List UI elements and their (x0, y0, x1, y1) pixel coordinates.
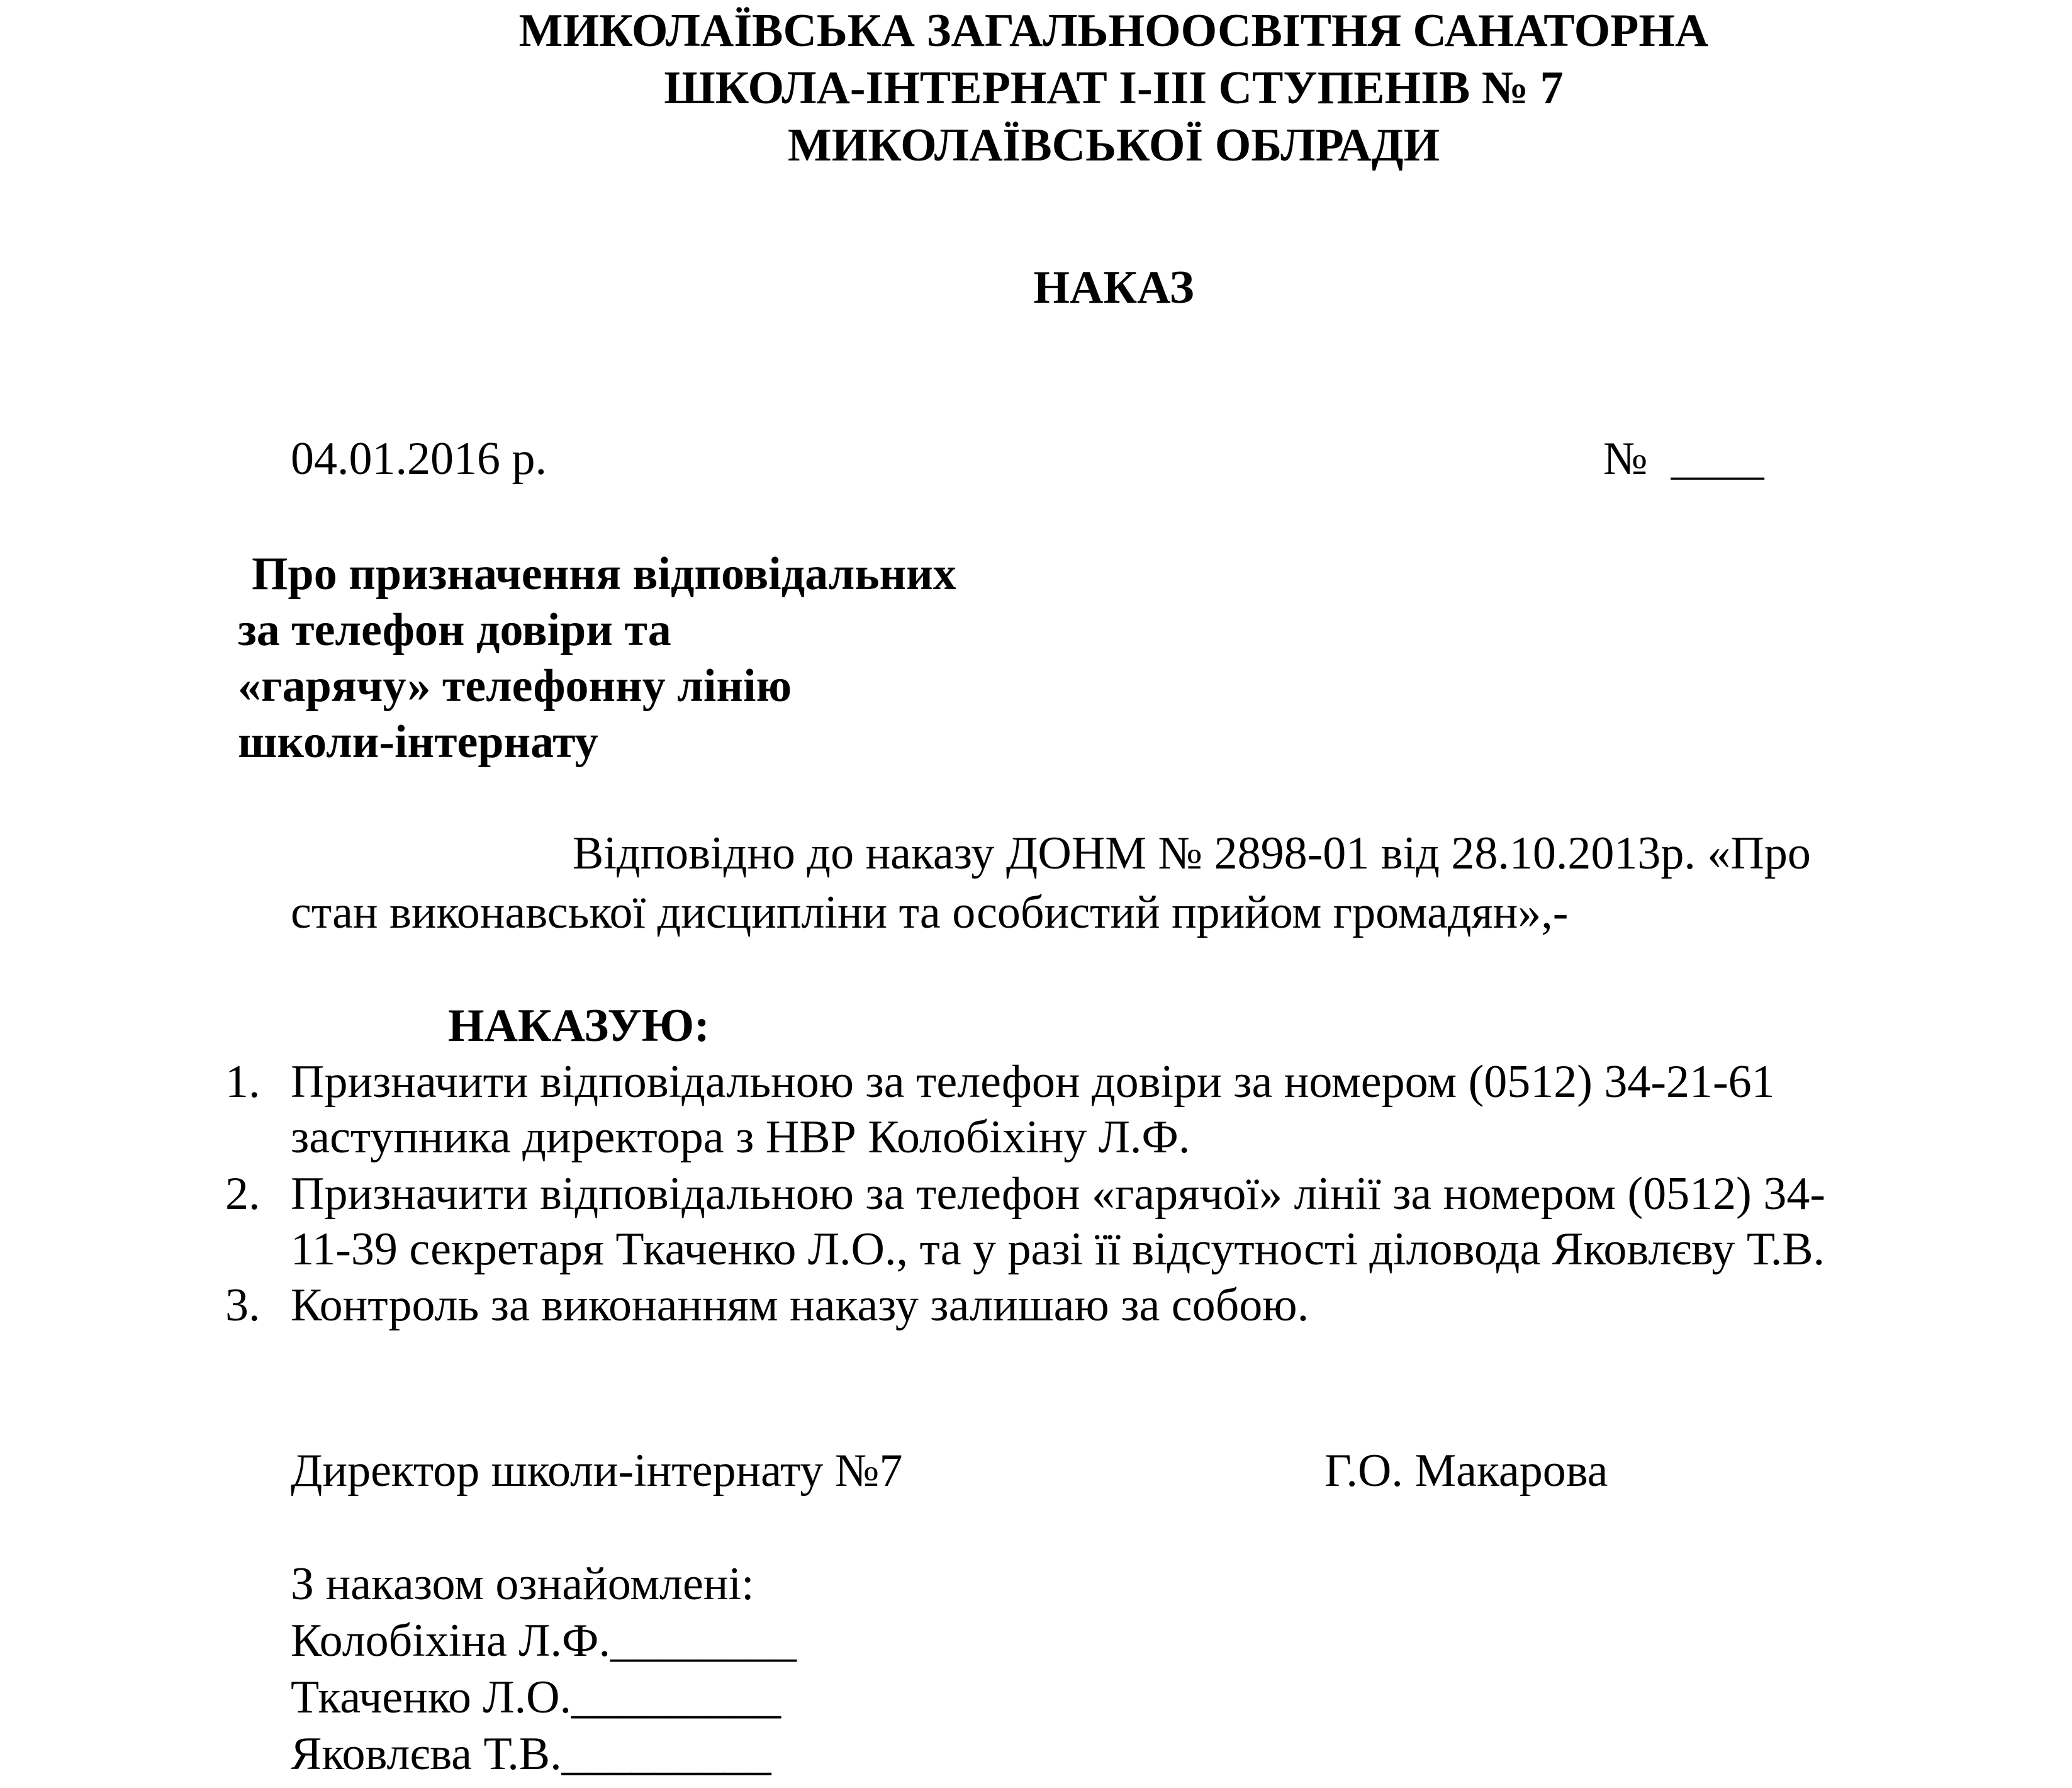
org-name-line-1: МИКОЛАЇВСЬКА ЗАГАЛЬНООСВІТНЯ САНАТОРНА (518, 5, 1709, 57)
order-number: № ____ (1603, 433, 1764, 485)
subject-line-3: «гарячу» телефонну лінію (238, 660, 792, 712)
org-name-line-2: ШКОЛА-ІНТЕРНАТ І-ІІІ СТУПЕНІВ № 7 (664, 62, 1564, 114)
order-word: НАКАЗУЮ: (448, 1000, 710, 1052)
document-title: НАКАЗ (1033, 262, 1194, 313)
signatory-position: Директор школи-інтернату №7 (291, 1445, 903, 1497)
subject-line-2: за телефон довіри та (238, 604, 671, 656)
item-text-line-2: заступника директора з НВР Колобіхіну Л.Ф. (291, 1111, 1190, 1163)
item-text-line-1: Призначити відповідальною за телефон довіри за номером (0512) 34-21-61 (291, 1056, 1775, 1108)
order-date: 04.01.2016 р. (291, 433, 547, 485)
item-text-line-2: 11-39 секретаря Ткаченко Л.О., та у разі її відсутності діловода Яковлєву Т.В. (291, 1223, 1825, 1275)
item-number: 1. (225, 1056, 260, 1108)
org-name-line-3: МИКОЛАЇВСЬКОЇ ОБЛРАДИ (787, 120, 1440, 171)
subject-line-1: Про призначення відповідальних (252, 548, 956, 600)
subject-line-4: школи-інтернату (238, 716, 598, 768)
acquainted-person: Яковлєва Т.В._________ (291, 1728, 771, 1780)
acquainted-heading: З наказом ознайомлені: (291, 1558, 754, 1610)
preamble-line-2: стан виконавської дисципліни та особистий прийом громадян»,- (291, 887, 1569, 938)
acquainted-person: Ткаченко Л.О._________ (291, 1672, 781, 1723)
item-number: 3. (225, 1279, 260, 1331)
item-text-line-1: Призначити відповідальною за телефон «гарячої» лінії за номером (0512) 34- (291, 1168, 1825, 1220)
item-text-line-1: Контроль за виконанням наказу залишаю за собою. (291, 1279, 1309, 1331)
acquainted-person: Колобіхіна Л.Ф.________ (291, 1615, 797, 1667)
preamble-line-1: Відповідно до наказу ДОНМ № 2898-01 від 28.10.2013р. «Про (573, 828, 1811, 879)
signatory-name: Г.О. Макарова (1324, 1445, 1608, 1497)
item-number: 2. (225, 1168, 260, 1220)
